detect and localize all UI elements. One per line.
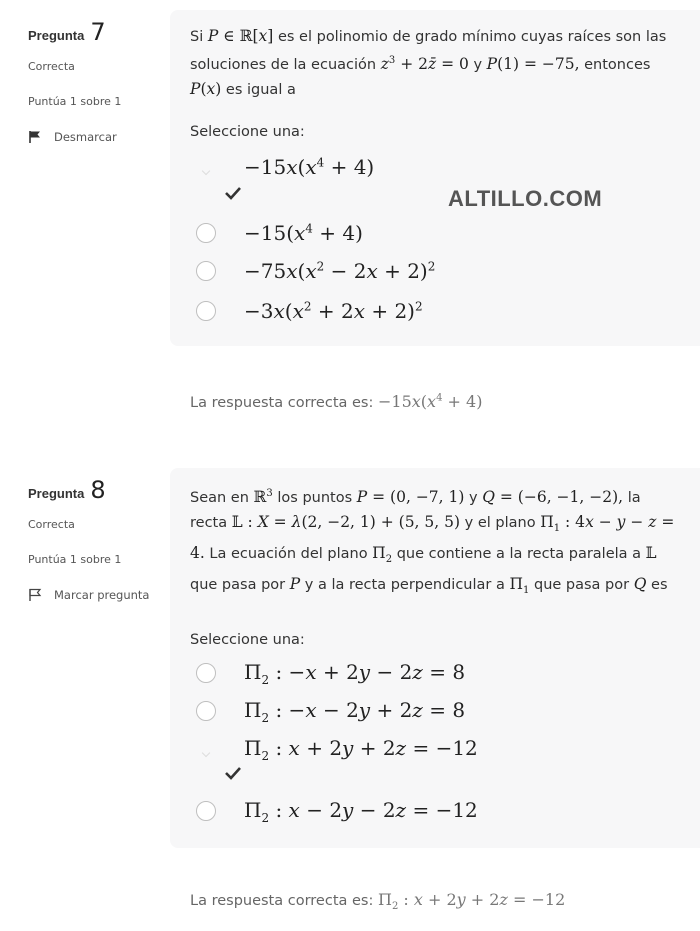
question-state: Correcta xyxy=(28,60,75,73)
feedback-answer: $\Pi_2$ : x + 2y + 2z = −12 xyxy=(377,890,566,913)
option-text: $-3x(x^2 + 2x + 2)^2$ xyxy=(244,299,423,323)
question-grade: Puntúa 1 sobre 1 xyxy=(28,95,122,108)
q8-option-2[interactable] xyxy=(196,696,465,726)
question-number: 8 xyxy=(90,476,106,504)
watermark: ALTILLO.COM xyxy=(448,186,603,211)
question-number: 7 xyxy=(90,18,106,46)
radio-button[interactable] xyxy=(196,663,216,683)
q8-option-1[interactable] xyxy=(196,658,465,688)
radio-button[interactable] xyxy=(196,301,216,321)
option-text: $\Pi_2$ : x − 2y − 2z = −12 xyxy=(244,797,478,825)
question-7-title xyxy=(28,18,168,46)
check-icon xyxy=(224,186,242,200)
question-state: Correcta xyxy=(28,518,75,531)
q7-option-1[interactable] xyxy=(196,152,374,182)
question-label: Pregunta xyxy=(28,28,85,43)
q7-feedback xyxy=(190,392,482,411)
question-8-title xyxy=(28,476,168,504)
option-text: $-15(x^4 + 4)$ xyxy=(244,221,363,245)
q8-option-3[interactable] xyxy=(196,734,478,764)
q7-option-4[interactable] xyxy=(196,296,423,326)
option-text: $\Pi_2$ : −x − 2y + 2z = 8 xyxy=(244,697,466,725)
radio-button[interactable] xyxy=(196,801,216,821)
radio-button[interactable] xyxy=(196,261,216,281)
q8-feedback xyxy=(190,890,565,912)
feedback-label: La respuesta correcta es: xyxy=(190,893,374,909)
radio-selected[interactable] xyxy=(196,157,216,177)
check-icon xyxy=(224,766,242,780)
option-text: $-15x(x^4 + 4)$ xyxy=(244,155,375,179)
radio-button[interactable] xyxy=(196,223,216,243)
question-grade: Puntúa 1 sobre 1 xyxy=(28,553,122,566)
question-7-info xyxy=(28,18,168,144)
feedback-label: La respuesta correcta es: xyxy=(190,395,374,411)
question-label: Pregunta xyxy=(28,486,85,501)
flag-question-button[interactable] xyxy=(28,588,168,602)
radio-button[interactable] xyxy=(196,701,216,721)
question-8-card xyxy=(170,468,700,848)
question-7-text: Si P ∈ ℝ[x] es el polinomio de grado mínimo cuyas raíces son las soluciones de la ecuación $z^3$ + 2z̄ = 0 y P(1) = −75, entonces P(x) es igual a xyxy=(190,27,667,99)
flag-icon xyxy=(28,130,42,144)
flag-label: Desmarcar xyxy=(54,130,117,144)
select-label: Seleccione una: xyxy=(190,632,305,648)
q8-option-4[interactable] xyxy=(196,796,478,826)
question-8-text: Sean en ℝ$^3$ los puntos P = (0, −7, 1) y Q = (−6, −1, −2), la recta 𝕃 : X = λ(2, −2, 1) + (5, 5, 5) y el plano $\Pi_1$ : 4x − y − z = 4. La ecuación del plano $\Pi_2$ que contiene a la recta paralela a 𝕃 que pasa por P y a la recta perpendicular a $\Pi_1$ que pasa por Q es xyxy=(190,488,675,597)
unflag-question-button[interactable] xyxy=(28,130,168,144)
flag-outline-icon xyxy=(28,588,42,602)
feedback-answer: $-15x(x^4 + 4)$ xyxy=(377,392,483,411)
option-text: $-75x(x^2 - 2x + 2)^2$ xyxy=(244,259,436,283)
question-8-info xyxy=(28,476,168,602)
select-label: Seleccione una: xyxy=(190,124,305,140)
q7-option-2[interactable] xyxy=(196,218,363,248)
option-text: $\Pi_2$ : x + 2y + 2z = −12 xyxy=(244,735,478,763)
flag-label: Marcar pregunta xyxy=(54,588,150,602)
option-text: $\Pi_2$ : −x + 2y − 2z = 8 xyxy=(244,659,466,687)
q7-option-3[interactable] xyxy=(196,256,435,286)
question-7-card xyxy=(170,10,700,346)
radio-selected[interactable] xyxy=(196,739,216,759)
